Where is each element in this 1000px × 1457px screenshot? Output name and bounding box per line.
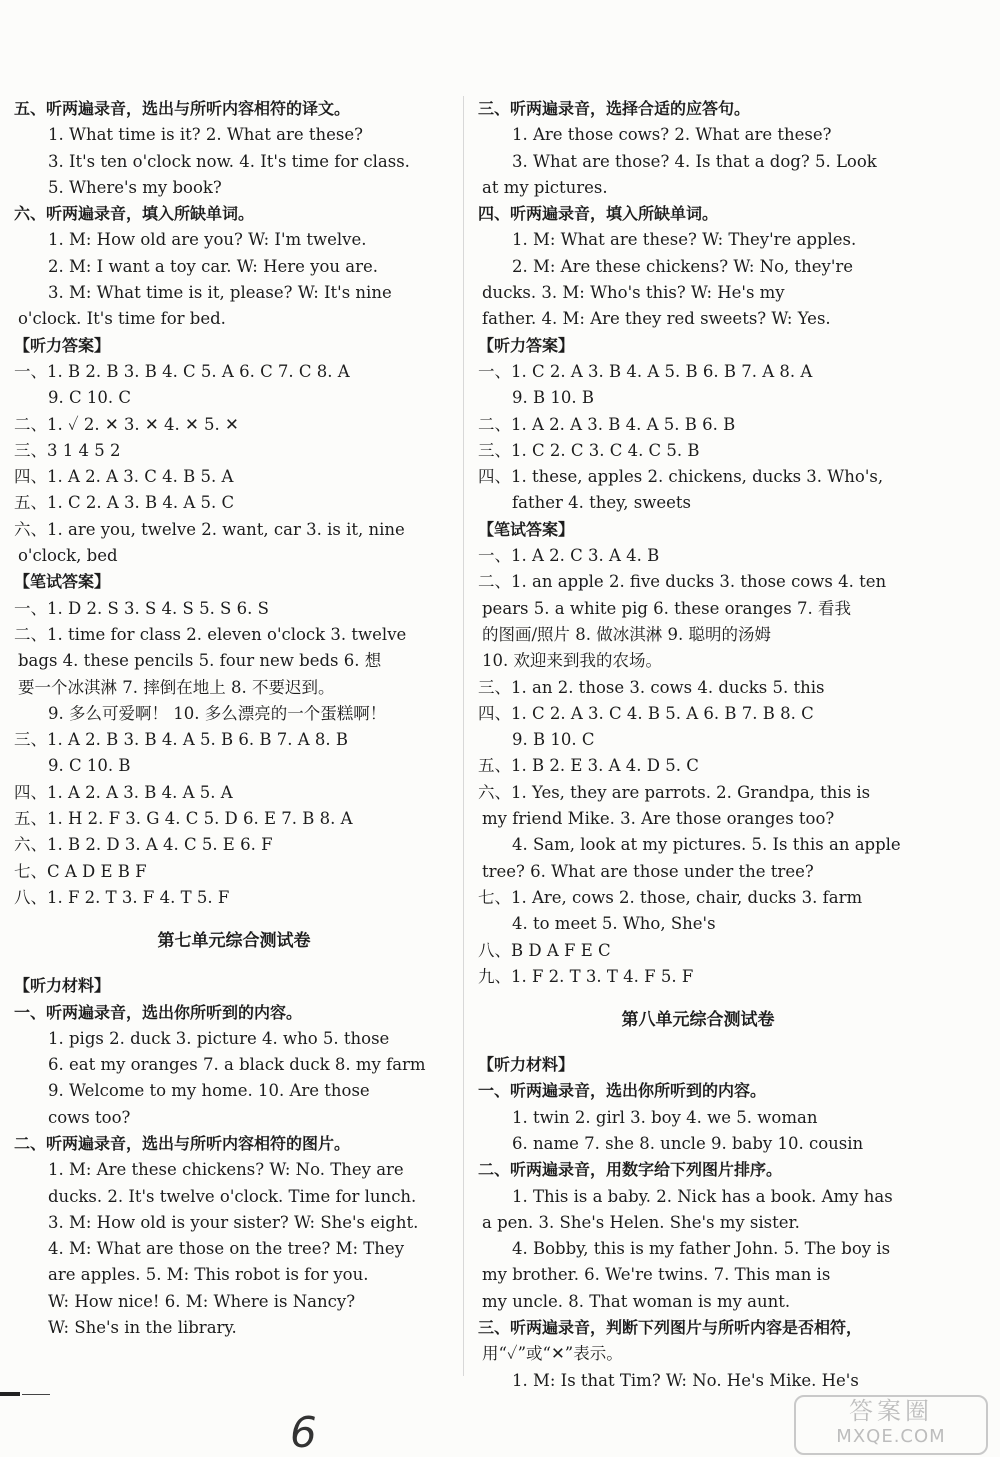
u8-section-1-title: 一、听两遍录音，选出你所听到的内容。 [478, 1081, 767, 1101]
text-line: my brother. 6. We're twins. 7. This man is [482, 1265, 831, 1285]
answer-line: 七、C A D E B F [14, 861, 147, 881]
text-line: W: How nice! 6. M: Where is Nancy? [48, 1291, 356, 1311]
text-line: 3. It's ten o'clock now. 4. It's time for class. [48, 151, 410, 171]
answer-line: 六、1. Yes, they are parrots. 2. Grandpa, this is [478, 782, 871, 802]
answer-line: 一、1. C 2. A 3. B 4. A 5. B 6. B 7. A 8. A [478, 361, 813, 381]
listening-answers-title: 【听力答案】 [478, 335, 575, 355]
text-line: father. 4. M: Are they red sweets? W: Yes. [482, 309, 831, 329]
answer-line: 三、3 1 4 5 2 [14, 440, 121, 460]
watermark-top-text: 答案圈 [849, 1397, 933, 1425]
text-line: 2. M: I want a toy car. W: Here you are. [48, 256, 379, 276]
column-divider [463, 96, 464, 1376]
corner-tick [22, 1394, 50, 1395]
answer-line: 四、1. C 2. A 3. C 4. B 5. A 6. B 7. B 8. C [478, 703, 814, 723]
answer-line: 五、1. H 2. F 3. G 4. C 5. D 6. E 7. B 8. A [14, 809, 353, 829]
text-line: 2. M: Are these chickens? W: No, they're [512, 256, 854, 276]
text-line: 6. name 7. she 8. uncle 9. baby 10. cousin [512, 1133, 864, 1153]
answer-line: 二、1. time for class 2. eleven o'clock 3. twelve [14, 624, 407, 644]
text-line: 3. What are those? 4. Is that a dog? 5. Look [512, 151, 877, 171]
answer-line: 三、1. A 2. B 3. B 4. A 5. B 6. B 7. A 8. B [14, 730, 348, 750]
answer-line: 九、1. F 2. T 3. T 4. F 5. F [478, 966, 694, 986]
answer-line: 一、1. B 2. B 3. B 4. C 5. A 6. C 7. C 8. A [14, 361, 350, 381]
answer-line: 五、1. C 2. A 3. B 4. A 5. C [14, 493, 235, 513]
right-column [478, 96, 918, 1394]
unit-7-title: 第七单元综合测试卷 [157, 931, 311, 952]
answer-line: 三、1. C 2. C 3. C 4. C 5. B [478, 440, 700, 460]
section-4-title: 四、听两遍录音，填入所缺单词。 [478, 204, 719, 224]
text-line: 1. What time is it? 2. What are these? [48, 125, 363, 145]
answer-line: 4. to meet 5. Who, She's [512, 914, 716, 934]
text-line: at my pictures. [482, 177, 608, 197]
watermark-logo [794, 1395, 988, 1455]
text-line: 9. Welcome to my home. 10. Are those [48, 1081, 370, 1101]
text-line: 3. M: How old is your sister? W: She's eight. [48, 1212, 419, 1232]
section-5-title: 五、听两遍录音，选出与所听内容相符的译文。 [14, 99, 351, 118]
answer-line: 要一个冰淇淋 7. 摔倒在地上 8. 不要迟到。 [18, 677, 335, 697]
text-line: 1. M: How old are you? W: I'm twelve. [48, 230, 367, 250]
answer-line: 4. Sam, look at my pictures. 5. Is this an apple [512, 835, 901, 855]
answer-line: 五、1. B 2. E 3. A 4. D 5. C [478, 756, 699, 776]
corner-mark [0, 1392, 20, 1396]
text-line: 4. Bobby, this is my father John. 5. The boy is [512, 1239, 891, 1259]
section-6-title: 六、听两遍录音，填入所缺单词。 [14, 204, 255, 224]
text-line: 1. Are those cows? 2. What are these? [512, 125, 832, 145]
u8-section-3-title-cont: 用“✓”或“✕”表示。 [482, 1344, 623, 1364]
u7-section-2-title: 二、听两遍录音，选出与所听内容相符的图片。 [14, 1133, 351, 1153]
answer-line: bags 4. these pencils 5. four new beds 6. 想 [18, 651, 382, 671]
answer-line: pears 5. a white pig 6. these oranges 7. 看我 [482, 598, 851, 618]
text-line: W: She's in the library. [48, 1318, 237, 1338]
answer-line: 四、1. A 2. A 3. C 4. B 5. A [14, 467, 234, 487]
text-line: 1. pigs 2. duck 3. picture 4. who 5. those [48, 1028, 390, 1048]
answer-line: 10. 欢迎来到我的农场。 [482, 651, 662, 671]
answer-line: tree? 6. What are those under the tree? [482, 861, 814, 881]
u8-section-2-title: 二、听两遍录音，用数字给下列图片排序。 [478, 1160, 783, 1180]
text-line: 3. M: What time is it, please? W: It's nine [48, 283, 392, 303]
answer-line: 9. C 10. C [48, 388, 131, 408]
answer-line: 9. C 10. B [48, 756, 131, 776]
answer-line: o'clock, bed [18, 546, 118, 566]
written-answers-title: 【笔试答案】 [478, 519, 575, 539]
answer-line: 二、1. A 2. A 3. B 4. A 5. B 6. B [478, 414, 736, 434]
answer-line: my friend Mike. 3. Are those oranges too? [482, 809, 835, 829]
listening-answers-title: 【听力答案】 [14, 335, 111, 355]
unit-8-title: 第八单元综合测试卷 [621, 1010, 775, 1031]
handwritten-page-number: 6 [290, 1408, 317, 1457]
text-line: a pen. 3. She's Helen. She's my sister. [482, 1212, 800, 1232]
answer-line: 9. B 10. B [512, 388, 594, 408]
answer-line: 一、1. A 2. C 3. A 4. B [478, 546, 660, 566]
text-line: 1. This is a baby. 2. Nick has a book. Amy has [512, 1186, 893, 1206]
text-line: 1. twin 2. girl 3. boy 4. we 5. woman [512, 1107, 818, 1127]
answer-line: 二、1. an apple 2. five ducks 3. those cows 4. ten [478, 572, 887, 592]
answer-line: 的图画/照片 8. 做冰淇淋 9. 聪明的汤姆 [482, 624, 772, 644]
answer-line: 八、B D A F E C [478, 940, 611, 960]
section-3-title: 三、听两遍录音，选择合适的应答句。 [478, 99, 751, 118]
text-line: cows too? [48, 1107, 131, 1127]
text-line: 1. M: Are these chickens? W: No. They are [48, 1160, 404, 1180]
listening-material-title: 【听力材料】 [14, 976, 111, 996]
text-line: 5. Where's my book? [48, 177, 222, 197]
answer-line: 六、1. are you, twelve 2. want, car 3. is it, nine [14, 519, 405, 539]
text-line: my uncle. 8. That woman is my aunt. [482, 1291, 791, 1311]
answer-line: 六、1. B 2. D 3. A 4. C 5. E 6. F [14, 835, 273, 855]
text-line: 1. M: What are these? W: They're apples. [512, 230, 857, 250]
text-line: ducks. 3. M: Who's this? W: He's my [482, 283, 785, 303]
watermark-bottom-text: MXQE.COM [836, 1426, 946, 1447]
text-line: 1. M: Is that Tim? W: No. He's Mike. He's [512, 1370, 859, 1390]
u8-section-3-title: 三、听两遍录音，判断下列图片与所听内容是否相符， [478, 1318, 863, 1338]
text-line: are apples. 5. M: This robot is for you. [48, 1265, 369, 1285]
u7-section-1-title: 一、听两遍录音，选出你所听到的内容。 [14, 1002, 303, 1022]
answer-line: 二、1. ✓ 2. ✕ 3. ✕ 4. ✕ 5. ✕ [14, 414, 239, 434]
text-line: 6. eat my oranges 7. a black duck 8. my farm [48, 1055, 426, 1075]
answer-line: 9. B 10. C [512, 730, 595, 750]
answer-line: 9. 多么可爱啊！ 10. 多么漂亮的一个蛋糕啊！ [48, 703, 387, 723]
answer-line: 三、1. an 2. those 3. cows 4. ducks 5. this [478, 677, 825, 697]
answer-line: 一、1. D 2. S 3. S 4. S 5. S 6. S [14, 598, 269, 618]
answer-line: 四、1. these, apples 2. chickens, ducks 3. Who's, [478, 467, 884, 487]
listening-material-title: 【听力材料】 [478, 1055, 575, 1075]
left-column [14, 96, 454, 1341]
text-line: 4. M: What are those on the tree? M: They [48, 1239, 405, 1259]
text-line: ducks. 2. It's twelve o'clock. Time for lunch. [48, 1186, 417, 1206]
answer-line: 四、1. A 2. A 3. B 4. A 5. A [14, 782, 233, 802]
answer-line: 八、1. F 2. T 3. F 4. T 5. F [14, 887, 230, 907]
answer-line: 七、1. Are, cows 2. those, chair, ducks 3. farm [478, 887, 863, 907]
text-line: o'clock. It's time for bed. [18, 309, 226, 329]
answer-line: father 4. they, sweets [512, 493, 691, 513]
written-answers-title: 【笔试答案】 [14, 572, 111, 592]
